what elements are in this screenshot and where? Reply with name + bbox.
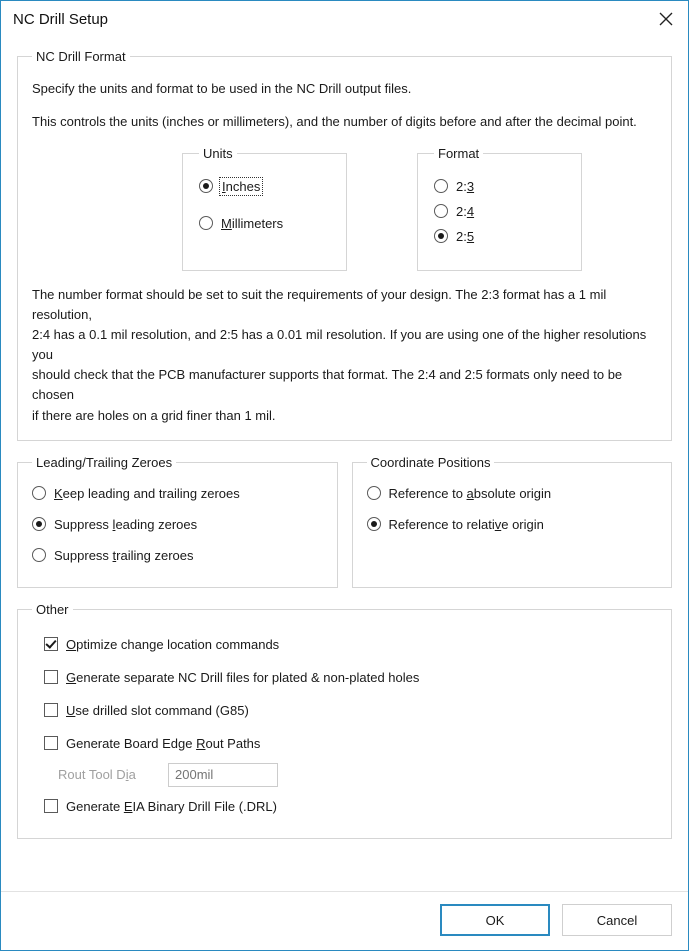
- format-note: [32, 285, 657, 426]
- radio-keep-leading-trailing-zeroes[interactable]: [32, 486, 323, 501]
- other-legend: Other: [36, 601, 69, 617]
- radio-indicator: [32, 486, 46, 500]
- radio-format-2-3[interactable]: [434, 179, 565, 194]
- radio-units-inches-text: nches: [225, 178, 261, 194]
- checkbox-drilled-slot-command[interactable]: [44, 703, 657, 718]
- checkbox-board-edge-rout-paths-label: Generate Board Edge Rout Paths: [66, 735, 261, 751]
- radio-suppress-leading-zeroes-label: Suppress leading zeroes: [54, 516, 198, 532]
- ok-button[interactable]: OK: [440, 904, 550, 936]
- format-legend: Format: [438, 145, 480, 161]
- radio-indicator: [367, 517, 381, 531]
- radio-keep-leading-trailing-zeroes-label: Keep leading and trailing zeroes: [54, 485, 240, 501]
- radio-indicator: [434, 229, 448, 243]
- format-description-2: This controls the units (inches or millimeters), and the number of digits before and after the decimal point.: [32, 113, 637, 129]
- rout-tool-dia-input[interactable]: [168, 763, 278, 787]
- format-note-line-4: if there are holes on a grid finer than 1 mil.: [32, 407, 276, 423]
- checkbox-optimize-change-location[interactable]: [44, 637, 657, 652]
- radio-indicator: [367, 486, 381, 500]
- format-description-1: Specify the units and format to be used in the NC Drill output files.: [32, 81, 412, 96]
- radio-indicator: [199, 179, 213, 193]
- leading-trailing-zeroes-legend: Leading/Trailing Zeroes: [36, 454, 173, 470]
- radio-units-millimeters-label: Millimeters: [221, 215, 284, 231]
- rout-tool-dia-label: Rout Tool Dia: [58, 767, 136, 783]
- cancel-button[interactable]: Cancel: [562, 904, 672, 936]
- radio-indicator: [32, 517, 46, 531]
- checkbox-eia-binary-drill-file-label: Generate EIA Binary Drill File (.DRL): [66, 798, 277, 814]
- window-title: NC Drill Setup: [13, 10, 109, 28]
- radio-relative-origin-label: Reference to relative origin: [388, 516, 544, 532]
- format-group: [417, 146, 582, 271]
- radio-units-millimeters[interactable]: [199, 216, 330, 231]
- checkbox-generate-separate-files-label: Generate separate NC Drill files for plated & non-plated holes: [66, 669, 420, 685]
- checkbox-board-edge-rout-paths[interactable]: [44, 736, 657, 751]
- checkbox-indicator: [44, 799, 58, 813]
- checkbox-eia-binary-drill-file[interactable]: [44, 799, 657, 814]
- radio-absolute-origin[interactable]: [367, 486, 658, 501]
- zeroes-coordinates-row: [17, 455, 672, 588]
- radio-format-2-4-label: 2:4: [456, 203, 475, 219]
- checkbox-indicator: [44, 736, 58, 750]
- radio-format-2-3-label: 2:3: [456, 178, 475, 194]
- radio-format-2-4[interactable]: [434, 204, 565, 219]
- radio-indicator: [199, 216, 213, 230]
- radio-units-inches[interactable]: [199, 179, 330, 194]
- format-note-line-3: should check that the PCB manufacturer supports that format. The 2:4 and 2:5 formats only need to be chosen: [32, 367, 626, 403]
- title-bar: [1, 1, 688, 37]
- radio-indicator: [32, 548, 46, 562]
- checkbox-generate-separate-files[interactable]: [44, 670, 657, 685]
- coordinate-positions-legend: Coordinate Positions: [370, 454, 491, 470]
- format-note-line-1: The number format should be set to suit the requirements of your design. The 2:3 format has a 1 mil resolution,: [32, 286, 610, 322]
- radio-suppress-trailing-zeroes[interactable]: [32, 548, 323, 563]
- format-note-line-2: 2:4 has a 0.1 mil resolution, and 2:5 has a 0.01 mil resolution. If you are using one of the higher resolutions you: [32, 326, 650, 363]
- radio-absolute-origin-label: Reference to absolute origin: [388, 485, 552, 501]
- nc-drill-format-group: [17, 49, 672, 441]
- checkbox-indicator: [44, 703, 58, 717]
- radio-suppress-trailing-zeroes-label: Suppress trailing zeroes: [54, 547, 194, 563]
- radio-indicator: [434, 179, 448, 193]
- checkbox-indicator: [44, 670, 58, 684]
- rout-tool-dia-row: [58, 763, 657, 787]
- checkbox-indicator: [44, 637, 58, 651]
- radio-relative-origin[interactable]: [367, 517, 658, 532]
- checkbox-drilled-slot-command-label: Use drilled slot command (G85): [66, 702, 249, 718]
- units-group: [182, 146, 347, 271]
- radio-suppress-leading-zeroes[interactable]: [32, 517, 323, 532]
- coordinate-positions-group: [352, 455, 673, 588]
- radio-indicator: [434, 204, 448, 218]
- nc-drill-format-legend: NC Drill Format: [36, 49, 126, 64]
- other-group: [17, 602, 672, 839]
- units-legend: Units: [203, 145, 233, 161]
- checkbox-optimize-change-location-label: Optimize change location commands: [66, 636, 280, 652]
- leading-trailing-zeroes-group: [17, 455, 338, 588]
- close-icon[interactable]: [644, 2, 688, 36]
- dialog-footer: [1, 891, 688, 950]
- radio-units-inches-label: Inches: [222, 178, 261, 194]
- dialog-body: [1, 37, 688, 891]
- units-format-row: [182, 146, 657, 271]
- radio-format-2-5[interactable]: [434, 229, 565, 244]
- radio-format-2-5-label: 2:5: [456, 228, 475, 244]
